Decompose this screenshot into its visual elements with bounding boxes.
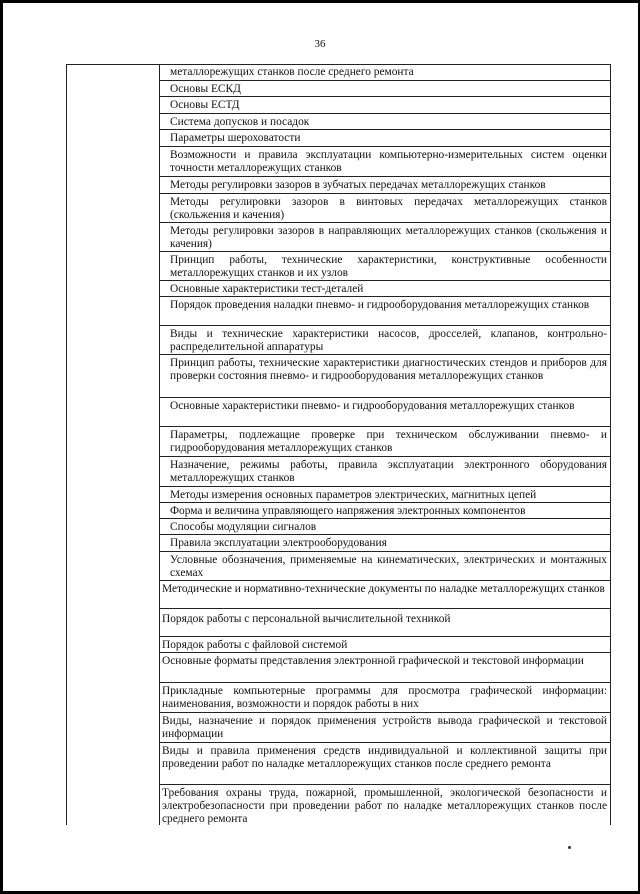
table-row: Принцип работы, технические характеристики, конструктивные особенности металлорежущих станков и их узлов xyxy=(160,252,611,281)
table-row: Назначение, режимы работы, правила эксплуатации электронного оборудования металлорежущих станков xyxy=(160,457,611,487)
table-row: Параметры, подлежащие проверке при техническом обслуживании пневмо- и гидрооборудования металлорежущих станков xyxy=(160,427,611,457)
table-row: Прикладные компьютерные программы для просмотра графической информации: наименования, возможности и порядок работы в них xyxy=(160,683,611,713)
table-row: Параметры шероховатости xyxy=(160,130,611,147)
table-row: Принцип работы, технические характеристики диагностических стендов и приборов для проверки состояния пневмо- и гидрооборудования металлорежущих станков xyxy=(160,355,611,398)
scan-border-top xyxy=(0,0,640,3)
table-row: Требования охраны труда, пожарной, промышленной, экологической безопасности и электробезопасности при проведении работ по наладке металлорежущих станков после среднего ремонта xyxy=(162,787,607,825)
table-row: Форма и величина управляющего напряжения электронных компонентов xyxy=(160,503,611,519)
table-row: Порядок работы с файловой системой xyxy=(160,637,611,653)
page-number: 36 xyxy=(314,38,326,50)
table-row: металлорежущих станков после среднего ремонта xyxy=(160,65,611,81)
table-row: Основы ЕСТД xyxy=(160,97,611,114)
knowledge-table xyxy=(66,64,611,825)
table-row: Порядок работы с персональной вычислительной техникой xyxy=(160,609,611,637)
table-row: Методы регулировки зазоров в винтовых передачах металлорежущих станков (скольжения и качения) xyxy=(160,194,611,223)
scan-border-left xyxy=(0,0,3,894)
table-row: Система допусков и посадок xyxy=(160,114,611,130)
table-left-column xyxy=(67,65,160,825)
table-row: Виды и технические характеристики насосов, дросселей, клапанов, контрольно-распределительной аппаратуры xyxy=(160,326,611,355)
table-row: Возможности и правила эксплуатации компьютерно-измерительных систем оценки точности металлорежущих станков xyxy=(160,147,611,177)
table-row: Виды и правила применения средств индивидуальной и коллективной защиты при проведении работ по наладке металлорежущих станков после среднего ремонта xyxy=(160,743,611,785)
table-row: Основные характеристики пневмо- и гидрооборудования металлорежущих станков xyxy=(160,398,611,427)
table-row: Основы ЕСКД xyxy=(160,81,611,97)
table-row: Правила эксплуатации электрооборудования xyxy=(160,535,611,552)
table-row: Основные форматы представления электронной графической и текстовой информации xyxy=(160,653,611,683)
table-row: Условные обозначения, применяемые на кинематических, электрических и монтажных схемах xyxy=(160,552,611,581)
table-row: Методы регулировки зазоров в направляющих металлорежущих станков (скольжения и качения) xyxy=(160,223,611,252)
table-row: Порядок проведения наладки пневмо- и гидрооборудования металлорежущих станков xyxy=(160,297,611,326)
table-row: Методы регулировки зазоров в зубчатых передачах металлорежущих станков xyxy=(160,177,611,194)
table-row: Методы измерения основных параметров электрических, магнитных цепей xyxy=(160,487,611,503)
table-row: Виды, назначение и порядок применения устройств вывода графической и текстовой информации xyxy=(160,713,611,743)
table-right-border xyxy=(610,65,611,825)
table-row: Основные характеристики тест-деталей xyxy=(160,281,611,297)
table-right-column xyxy=(160,65,611,825)
table-row: Методические и нормативно-технические документы по наладке металлорежущих станков xyxy=(160,581,611,609)
table-row: Способы модуляции сигналов xyxy=(160,519,611,535)
scan-speck xyxy=(568,846,571,849)
